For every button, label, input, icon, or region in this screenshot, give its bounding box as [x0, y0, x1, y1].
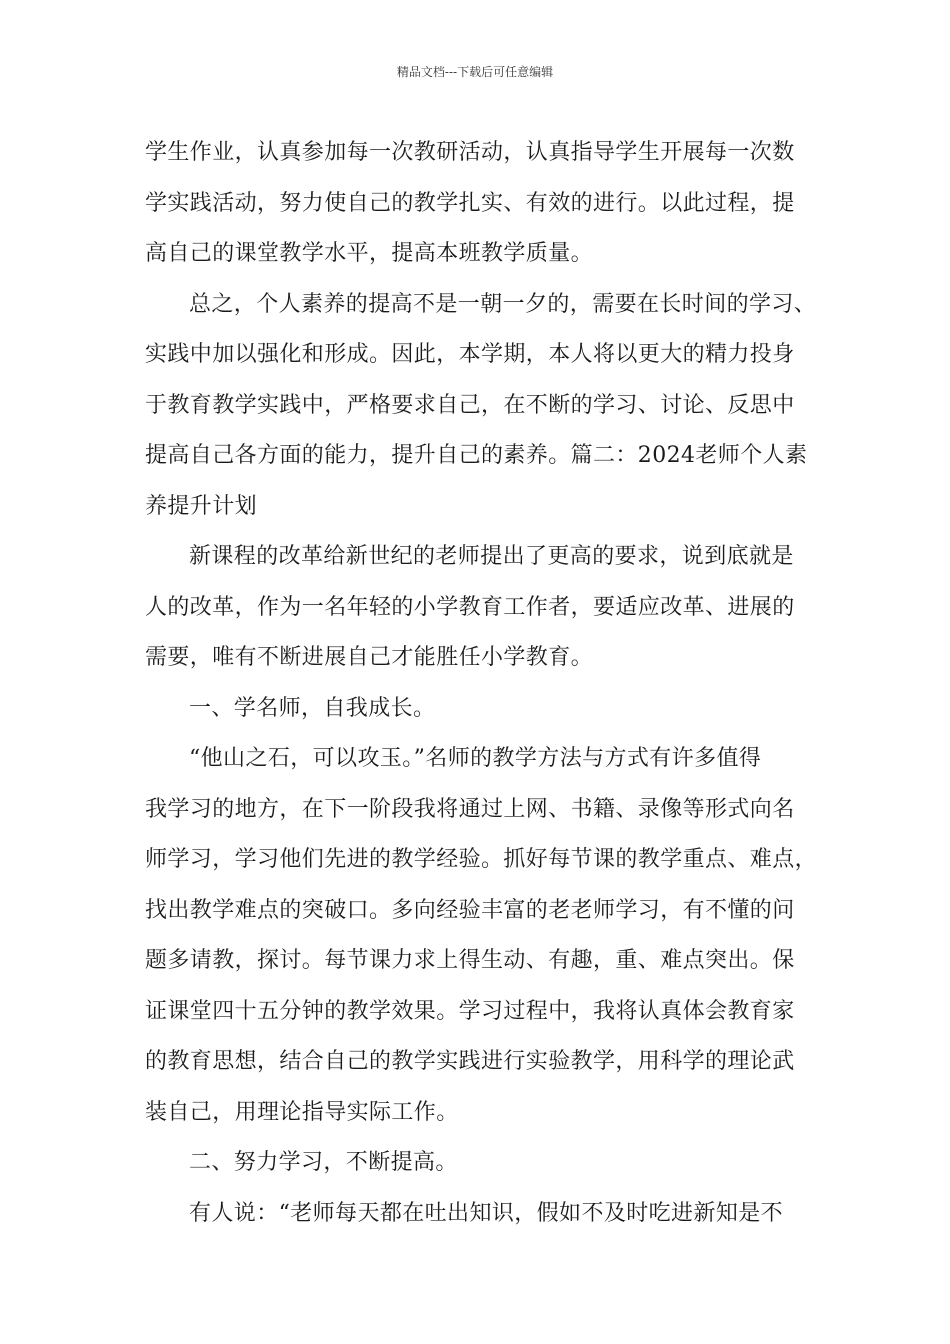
text-line: 需要，唯有不断进展自己才能胜任小学教育。: [145, 645, 594, 670]
text-line: 一、学名师，自我成长。: [189, 695, 436, 721]
text-line: 学生作业，认真参加每一次教研活动，认真指导学生开展每一次数: [145, 140, 795, 165]
text-line: 高自己的课堂教学水平，提高本班教学质量。: [145, 241, 594, 266]
text-line: 新课程的改革给新世纪的老师提出了更高的要求，说到底就是: [189, 544, 794, 569]
document-body: [145, 128, 817, 1239]
text-line: 找出教学难点的突破口。多向经验丰富的老老师学习，有不懂的问: [145, 897, 795, 923]
text-line: 有人说：“老师每天都在吐出知识，假如不及时吃进新知是不: [189, 1200, 784, 1226]
text-line: 证课堂四十五分钟的教学效果。学习过程中，我将认真体会教育家: [145, 998, 795, 1024]
text-line: 二、努力学习，不断提高。: [189, 1150, 458, 1175]
text-line: 题多请教，探讨。每节课力求上得生动、有趣，重、难点突出。保: [145, 948, 795, 973]
text-line: 我学习的地方，在下一阶段我将通过上网、书籍、录像等形式向名: [145, 796, 795, 822]
text-line: 师学习，学习他们先进的教学经验。抓好每节课的教学重点、难点，: [145, 847, 818, 872]
text-line: 人的改革，作为一名年轻的小学教育工作者，要适应改革、进展的: [145, 594, 795, 620]
text-line: 提高自己各方面的能力，提升自己的素养。篇二：2024老师个人素: [145, 443, 808, 468]
text-line: 实践中加以强化和形成。因此，本学期，本人将以更大的精力投身: [145, 342, 795, 367]
text-line: 装自己，用理论指导实际工作。: [145, 1099, 459, 1125]
text-line: “他山之石，可以攻玉。”名师的教学方法与方式有许多值得: [189, 746, 762, 771]
page-header: 精品文档---下载后可任意编辑: [396, 65, 554, 79]
text-line: 学实践活动，努力使自己的教学扎实、有效的进行。以此过程，提: [145, 190, 795, 216]
text-line: 于教育教学实践中，严格要求自己，在不断的学习、讨论、反思中: [145, 392, 795, 418]
text-line: 的教育思想，结合自己的教学实践进行实验教学，用科学的理论武: [145, 1049, 795, 1074]
text-line: 养提升计划: [145, 493, 258, 519]
text-line: 总之，个人素养的提高不是一朝一夕的，需要在长时间的学习、: [189, 291, 817, 317]
